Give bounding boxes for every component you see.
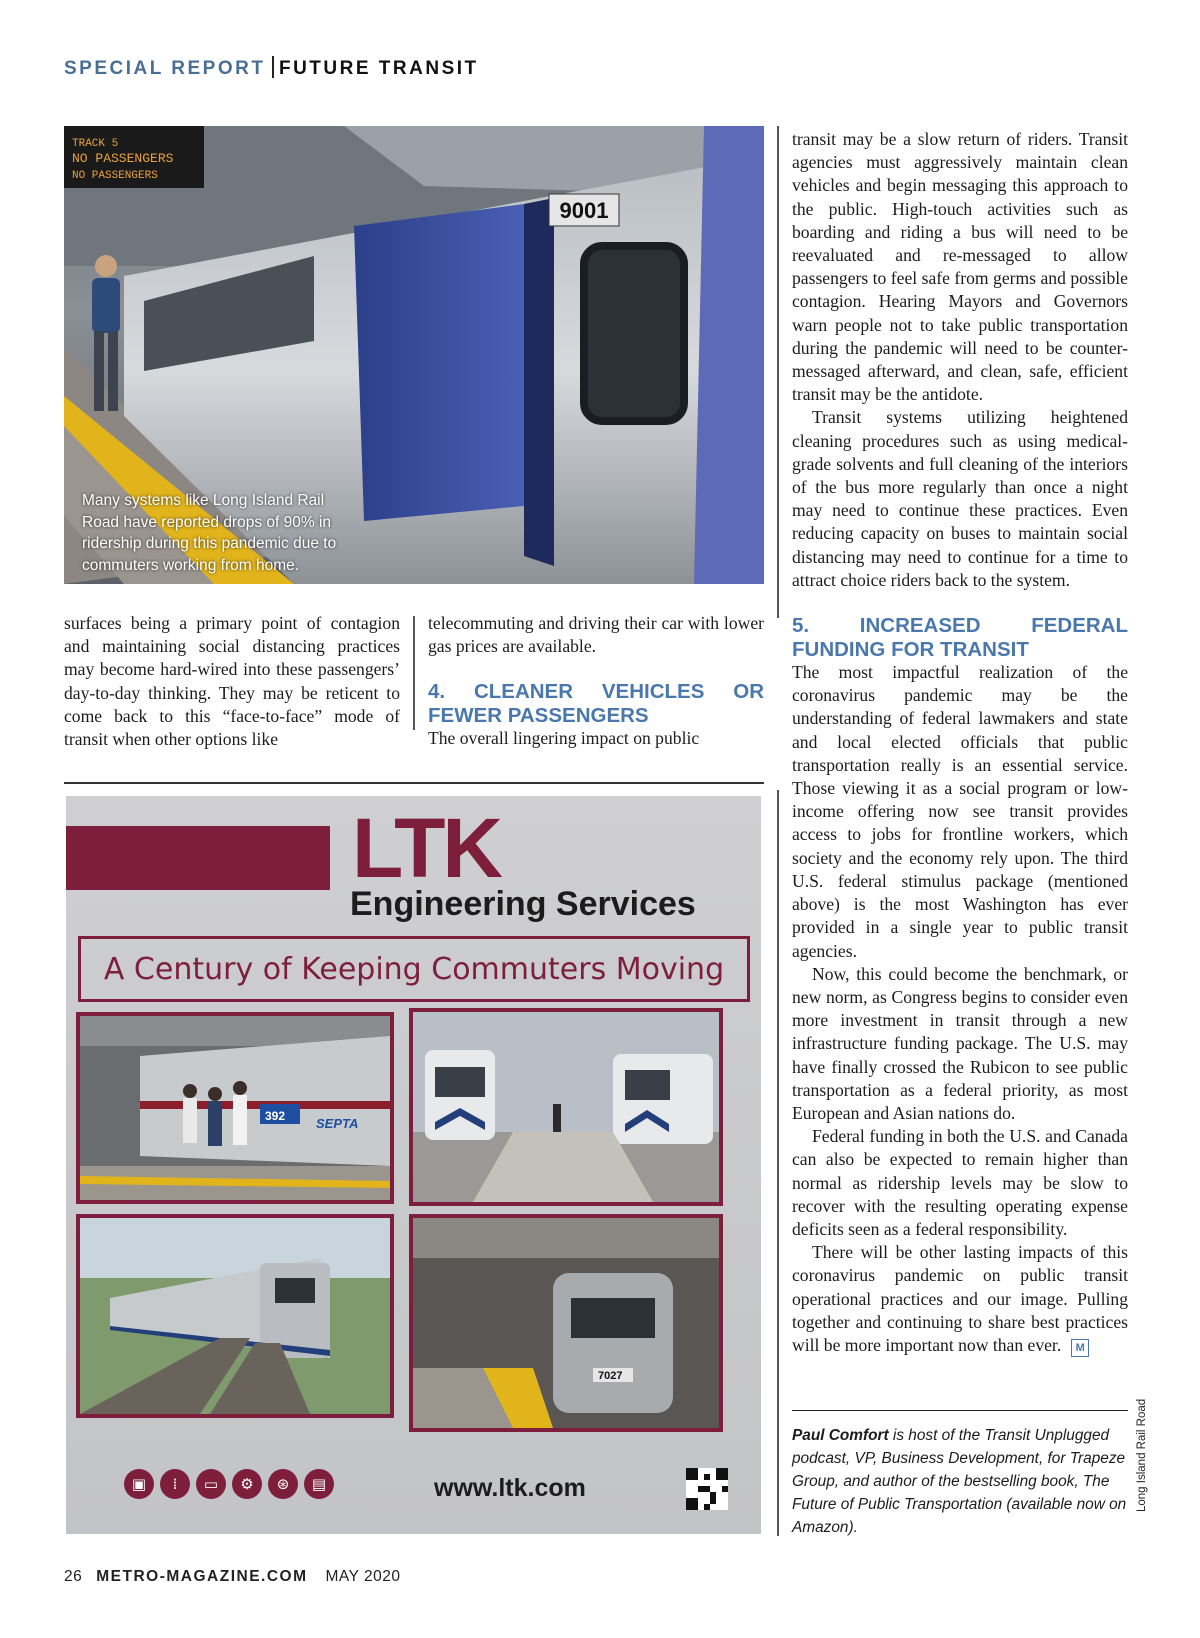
train-front-icon: ▤ (304, 1469, 334, 1499)
col3-paragraph-1: transit may be a slow return of riders. Transit agencies must aggressively maintain clean vehicles and begin messaging this approach to the public. High-touch activities such as boarding and riding a bus will need to be reevaluated and re-messaged to allow passengers to feel safe from germs and possible contagion. Hearing Mayors and Governors warn people not to take public transportation during the pandemic will need to be counter-messaged afterward, and clean, safe, efficient transit may be the antidote. (792, 129, 1128, 405)
ad-photo-lirr-train (76, 1214, 394, 1418)
author-bio (792, 1424, 1128, 1539)
section-header (64, 56, 479, 80)
bio-rule (792, 1410, 1128, 1411)
col1-paragraph: surfaces being a primary point of contagion and maintaining social distancing practices may become hard-wired into these passengers’ day-to-day thinking. They may be reticent to come back to this “face-to-face” mode of transit when other options like (64, 613, 400, 750)
qr-code-icon[interactable] (686, 1468, 728, 1510)
header-divider (272, 56, 274, 78)
heading-cleaner-vehicles: 4. CLEANER VEHICLES OR FEWER PASSENGERS (428, 680, 764, 727)
sign-line-1: TRACK 5 (72, 138, 119, 150)
page-number: 26 (64, 1568, 83, 1585)
heading-federal-funding: 5. INCREASED FEDERAL FUNDING FOR TRANSIT (792, 614, 1128, 661)
sign-line-2: NO PASSENGERS (72, 151, 174, 166)
column-divider-2 (777, 126, 779, 618)
col3-paragraph-5: Federal funding in both the U.S. and Canada can also be expected to remain higher than normal as ridership levels may be slow to recover with the resulting operating expense deficits seen as a federal responsibility. (792, 1126, 1128, 1239)
nj-car-number: 7027 (598, 1370, 623, 1382)
issue-date: MAY 2020 (325, 1568, 401, 1585)
network-icon: ⊛ (268, 1469, 298, 1499)
column-divider-3 (777, 790, 779, 1536)
ad-photo-commuter-trains (409, 1008, 723, 1206)
bus-icon: ▣ (124, 1469, 154, 1499)
ad-tagline-box (78, 936, 750, 1002)
column-2 (428, 612, 764, 751)
railcar-icon: ▭ (196, 1469, 226, 1499)
ad-photo-septa (76, 1012, 394, 1204)
car-number: 9001 (559, 198, 609, 223)
ad-top-rule (64, 782, 764, 784)
septa-label: SEPTA (316, 1116, 359, 1131)
gear-icon: ⚙ (232, 1469, 262, 1499)
end-mark-icon: M (1071, 1339, 1089, 1357)
ad-brand-bar (66, 826, 330, 890)
signal-icon: ⁞ (160, 1469, 190, 1499)
ltk-logo: LTK (352, 801, 501, 895)
page-footer (64, 1568, 400, 1586)
section-topic: FUTURE TRANSIT (278, 58, 479, 79)
col3-paragraph-6: There will be other lasting impacts of this coronavirus pandemic on public transit operational practices and our image. Pulling together and continuing to share best practices will be more important now than ever. (792, 1242, 1128, 1355)
photo-credit: Long Island Rail Road (1136, 1398, 1148, 1512)
magazine-name: METRO-MAGAZINE.COM (96, 1568, 308, 1585)
ltk-advertisement[interactable] (66, 796, 761, 1534)
section-label: SPECIAL REPORT (64, 58, 266, 79)
ad-photo-nj-transit (409, 1214, 723, 1432)
author-bio-text: is host of the Transit Unplugged podcast, VP, Business Development, for Trapeze Group, and author of the bestselling book, The Future of Public Transportation (available now on Amazon). (792, 1427, 1127, 1536)
ad-icon-row (124, 1469, 334, 1499)
sign-line-3: NO PASSENGERS (72, 170, 158, 182)
column-divider-1 (413, 616, 415, 730)
col3-paragraph-3: The most impactful realization of the coronavirus pandemic may be the understanding of federal lawmakers and state and local elected officials that public transportation really is an essential service. Those viewing it as a social program or low-income offering now see transit provides access to jobs for frontline workers, which society and the economy rely upon. The third U.S. federal stimulus package (mentioned above) is the most Washington has ever provided in a single year to public transit agencies. (792, 662, 1128, 961)
column-3 (792, 128, 1128, 1357)
lirr-train-photo (64, 126, 764, 584)
col2-paragraph-2: The overall lingering impact on public (428, 728, 700, 749)
ad-subtitle: Engineering Services (350, 885, 696, 923)
ad-url-link[interactable]: www.ltk.com (434, 1474, 586, 1502)
photo-caption: Many systems like Long Island Rail Road have reported drops of 90% in ridership during this pandemic due to commuters working from home. (82, 492, 337, 574)
col2-paragraph-1: telecommuting and driving their car with lower gas prices are available. (428, 613, 764, 657)
author-name: Paul Comfort (792, 1427, 889, 1444)
col3-paragraph-2: Transit systems utilizing heightened cleaning procedures such as using medical-grade solvents and full cleaning of the interiors of the bus more regularly than once a night may need to continue these practices. Even reducing capacity on buses to maintain social distancing may need to continue for a time to attract choice riders back to the system. (792, 407, 1128, 590)
column-1 (64, 612, 400, 751)
ad-tagline: A Century of Keeping Commuters Moving (103, 951, 725, 987)
septa-car-number: 392 (265, 1109, 286, 1123)
col3-paragraph-4: Now, this could become the benchmark, or new norm, as Congress begins to consider even more investment in transit through a new infrastructure funding package. The U.S. may have finally crossed the Rubicon to see public transportation as a federal priority, as most European and Asian nations do. (792, 963, 1128, 1123)
